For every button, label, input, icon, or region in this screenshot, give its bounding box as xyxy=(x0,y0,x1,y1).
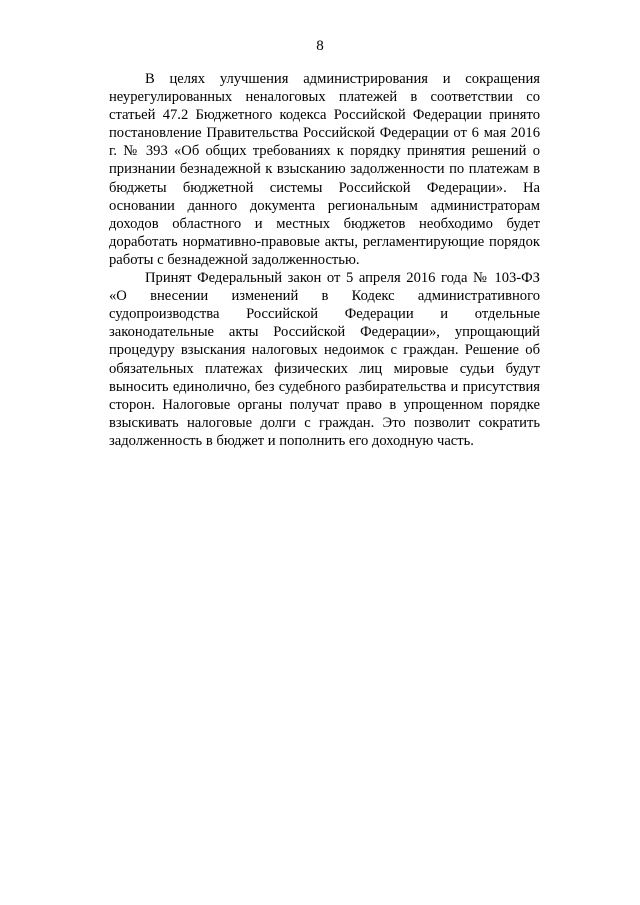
paragraph-administration: В целях улучшения администрирования и сокращения неурегулированных неналоговых платежей в соответствии со статьей 47.2 Бюджетного кодекса Российской Федерации принято постановление Правительства Российской Федерации от 6 мая 2016 г. № 393 «Об общих требованиях к порядку принятия решений о признании безнадежной к взысканию задолженности по платежам в бюджеты бюджетной системы Российской Федерации». На основании данного документа региональным администраторам доходов областного и местных бюджетов необходимо будет доработать нормативно-правовые акты, регламентирующие порядок работы с безнадежной задолженностью. xyxy=(109,71,540,268)
document-body xyxy=(109,70,540,450)
paragraph-federal-law: Принят Федеральный закон от 5 апреля 2016 года № 103-ФЗ «О внесении изменений в Кодекс административного судопроизводства Российской Федерации и отдельные законодательные акты Российской Федерации», упрощающий процедуру взыскания налоговых недоимок с граждан. Решение об обязательных платежах физических лиц мировые судьи будут выносить единолично, без судебного разбирательства и присутствия сторон. Налоговые органы получат право в упрощенном порядке взыскивать налоговые долги с граждан. Это позволит сократить задолженность в бюджет и пополнить его доходную часть. xyxy=(109,270,540,449)
page-number: 8 xyxy=(316,38,324,54)
